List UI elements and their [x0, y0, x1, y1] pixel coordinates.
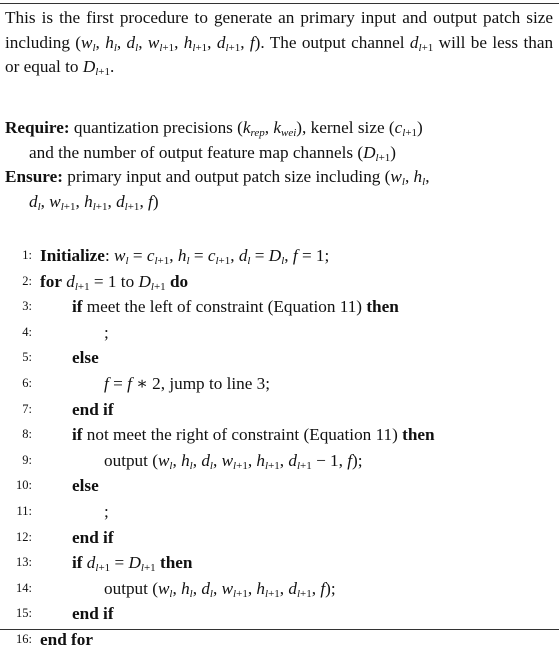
line-text: output ($w_l$, $h_l$, $d_l$, $w_{l+1}$, $h_{l+1}$, $d_{l+1}$, f); [104, 578, 336, 600]
line-number: 13: [16, 555, 32, 570]
line-text: end for [40, 629, 93, 649]
require-text: quantization precisions ($k_{rep}$, $k_{wei}$), kernel size $(c_{l+1})$ and the number of output feature map channels $(D_{l+1})$ [29, 118, 423, 164]
line-text: else [72, 476, 99, 496]
line-text: ; [104, 322, 109, 342]
line-text: ; [104, 501, 109, 521]
line-text: end if [72, 527, 114, 547]
require-block [5, 116, 553, 165]
algorithm-line [0, 576, 559, 602]
line-text: if not meet the right of constraint (Equation 11) then [72, 425, 435, 445]
line-text: if $d_{l+1} = D_{l+1}$ then [72, 553, 193, 575]
ensure-text: primary input and output patch size including ($w_l$, $h_l$, $d_l$, $w_{l+1}$, $h_{l+1}$, $d_{l+1}$, f) [29, 167, 430, 213]
line-number: 8: [22, 427, 32, 442]
algorithm-caption: This is the first procedure to generate an primary input and output patch size including ($w_l$, $h_l$, $d_l$, $w_{l+1}$, $h_{l+1}$, $d_{l+1}$, f). The output channel $d_{l+1}$ will be less than or equal to $D_{l+1}$. [5, 8, 554, 78]
algorithm-line [0, 345, 559, 371]
bottom-rule [0, 629, 559, 630]
line-number: 10: [16, 478, 32, 493]
line-text: end if [72, 399, 114, 419]
algorithm-lines [0, 243, 559, 653]
top-rule [0, 3, 559, 4]
algorithm-line [0, 243, 559, 269]
algorithm-line [0, 627, 559, 653]
line-text: Initialize: $w_l = c_{l+1}$, $h_l = c_{l+1}$, $d_l = D_l$, f = 1; [40, 246, 330, 267]
algorithm-line [0, 499, 559, 525]
line-number: 6: [22, 375, 32, 390]
line-number: 14: [16, 580, 32, 595]
algorithm-line [0, 294, 559, 320]
algorithm-line [0, 473, 559, 499]
ensure-label: Ensure: [5, 167, 63, 186]
line-number: 15: [16, 606, 32, 621]
line-number: 2: [22, 273, 32, 288]
line-text: end if [72, 604, 114, 624]
line-number: 4: [22, 324, 32, 339]
line-number: 12: [16, 529, 32, 544]
line-text: output ($w_l$, $h_l$, $d_l$, $w_{l+1}$, $h_{l+1}$, $d_{l+1} - 1$, f); [104, 450, 363, 472]
algorithm-line [0, 397, 559, 423]
line-number: 11: [16, 503, 32, 518]
line-number: 9: [22, 452, 32, 467]
line-number: 5: [22, 350, 32, 365]
algorithm-line [0, 601, 559, 627]
algorithm-line [0, 550, 559, 576]
algorithm-line [0, 422, 559, 448]
algorithm-line [0, 371, 559, 397]
algorithm-line [0, 525, 559, 551]
line-number: 7: [22, 401, 32, 416]
line-number: 3: [22, 299, 32, 314]
algorithm-line [0, 448, 559, 474]
line-number: 16: [16, 631, 32, 646]
algorithm-line [0, 269, 559, 295]
algorithm-line [0, 320, 559, 346]
line-text: f = f ∗ 2, jump to line 3; [104, 373, 271, 393]
line-text: for $d_{l+1} = 1$ to $D_{l+1}$ do [40, 271, 189, 293]
line-text: if meet the left of constraint (Equation 11) then [72, 297, 399, 317]
line-text: else [72, 348, 99, 368]
ensure-block [5, 165, 553, 214]
line-number: 1: [22, 248, 32, 262]
require-label: Require: [5, 118, 70, 137]
